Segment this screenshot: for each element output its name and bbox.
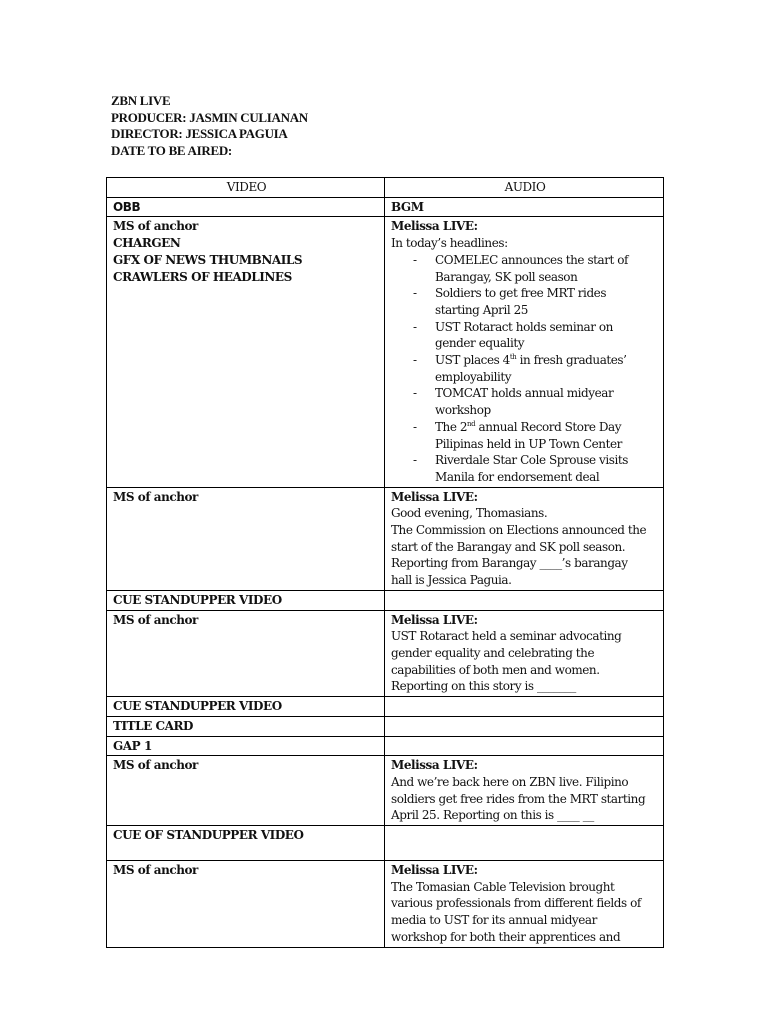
list-item: - Soldiers to get free MRT rides starting April 25 (413, 286, 607, 317)
video-cell: MS of anchor (107, 610, 385, 697)
table-row (107, 697, 664, 717)
video-cell: CUE STANDUPPER VIDEO (107, 697, 385, 717)
script-header (111, 93, 308, 159)
speaker-label: Melissa LIVE: (391, 612, 478, 627)
list-item: - UST Rotaract holds seminar on gender equality (413, 319, 613, 351)
speaker-label: Melissa LIVE: (391, 758, 478, 773)
video-column-header: VIDEO (107, 178, 385, 198)
video-cell: CUE STANDUPPER VIDEO (107, 590, 385, 610)
list-item: - COMELEC announces the start of Barangay, SK poll season (413, 252, 629, 284)
audio-cell: Melissa LIVE: Good evening, Thomasians. The Commission on Elections announced the start of the Barangay and SK poll season. Reporting from Barangay ____’s barangay hall is Jessica Paguia. (385, 487, 664, 590)
video-cell: OBB (107, 197, 385, 217)
headlines-intro: In today’s headlines: (391, 236, 508, 251)
table-row (107, 610, 664, 697)
table-row (107, 736, 664, 756)
audio-cell (385, 697, 664, 717)
video-cell: MS of anchor (107, 487, 385, 590)
table-row (107, 487, 664, 590)
producer-line: PRODUCER: JASMIN CULIANAN (111, 109, 308, 125)
table-row (107, 590, 664, 610)
list-item: - TOMCAT holds annual midyear workshop (413, 386, 614, 418)
list-item: - UST places 4th in fresh graduates’ employability (413, 353, 627, 384)
table-row (107, 826, 664, 861)
table-row (107, 756, 664, 826)
video-cell: CUE OF STANDUPPER VIDEO (107, 826, 385, 861)
headline-list (391, 252, 659, 486)
table-header-row (107, 178, 664, 198)
director-line: DIRECTOR: JESSICA PAGUIA (111, 126, 288, 142)
audio-cell (385, 736, 664, 756)
audio-cell (385, 217, 664, 487)
table-row (107, 197, 664, 217)
audio-cell: BGM (385, 197, 664, 217)
table-row (107, 217, 664, 487)
video-line: CRAWLERS OF HEADLINES (113, 269, 292, 284)
video-cell: MS of anchor (107, 756, 385, 826)
speaker-label: Melissa LIVE: (391, 489, 478, 504)
audio-cell: Melissa LIVE: The Tomasian Cable Television brought various professionals from different fields of media to UST for its annual midyear workshop for both their apprentices and (385, 861, 664, 948)
audio-cell (385, 590, 664, 610)
video-cell: GAP 1 (107, 736, 385, 756)
video-cell: MS of anchor (107, 861, 385, 948)
audio-cell: Melissa LIVE: And we’re back here on ZBN live. Filipino soldiers get free rides from the MRT starting April 25. Reporting on this is ____ __ (385, 756, 664, 826)
video-line: GFX OF NEWS THUMBNAILS (113, 252, 303, 267)
audio-cell (385, 826, 664, 861)
table-row (107, 716, 664, 736)
audio-cell: Melissa LIVE: UST Rotaract held a seminar advocating gender equality and celebrating the capabilities of both men and women. Reporting on this story is _______ (385, 610, 664, 697)
audio-cell (385, 716, 664, 736)
rundown-table (106, 177, 664, 948)
video-line: CHARGEN (113, 236, 181, 251)
video-cell: TITLE CARD (107, 716, 385, 736)
list-item: - Riverdale Star Cole Sprouse visits Manila for endorsement deal (413, 453, 628, 484)
speaker-label: Melissa LIVE: (391, 219, 478, 234)
list-item: - The 2nd annual Record Store Day Pilipinas held in UP Town Center (413, 419, 622, 451)
audio-column-header: AUDIO (385, 178, 664, 198)
show-title: ZBN LIVE (111, 93, 171, 108)
air-date-line: DATE TO BE AIRED: (111, 142, 232, 158)
speaker-label: Melissa LIVE: (391, 863, 478, 878)
video-line: MS of anchor (113, 219, 198, 234)
table-row (107, 861, 664, 948)
video-cell (107, 217, 385, 487)
